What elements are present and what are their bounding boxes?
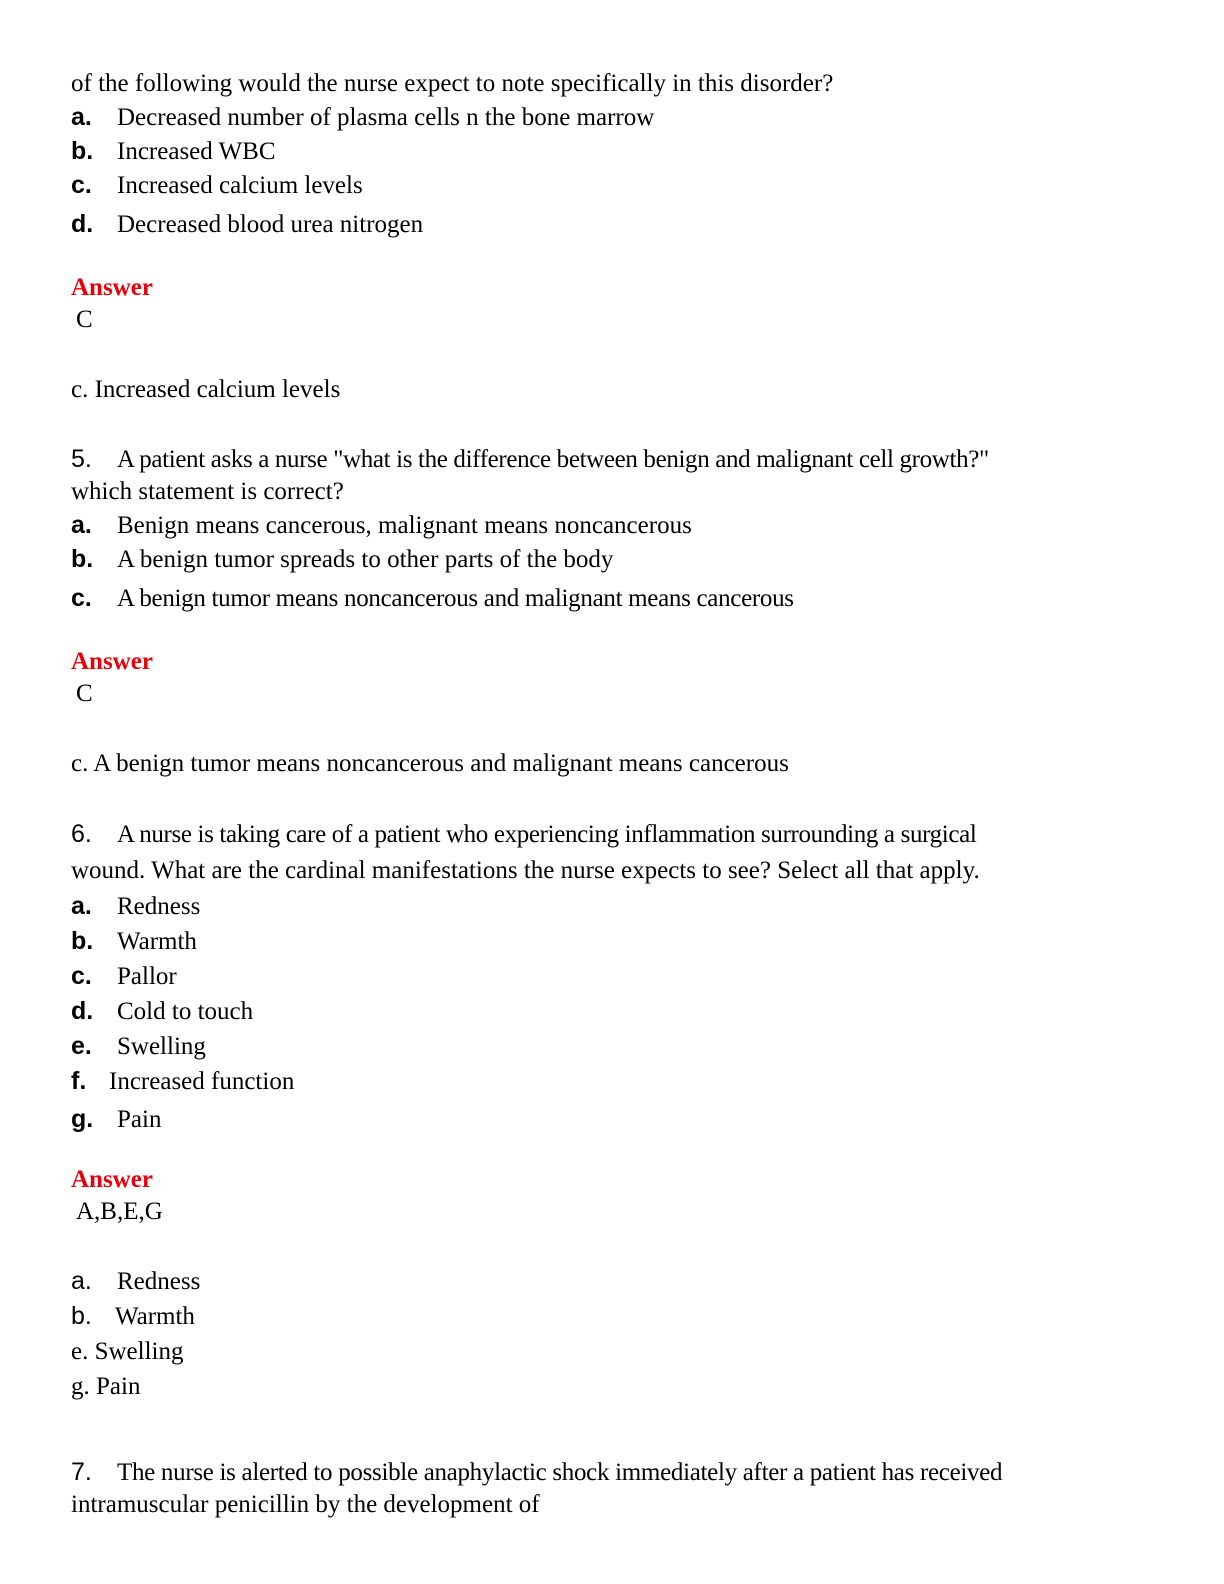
option-c: c. Increased calcium levels bbox=[71, 171, 363, 199]
option-a: a. Redness bbox=[71, 892, 201, 920]
option-c: c. Pallor bbox=[71, 962, 177, 990]
option-b: b. A benign tumor spreads to other parts of the body bbox=[71, 545, 614, 573]
answer-value: C bbox=[76, 306, 93, 333]
question-number: 7. bbox=[71, 1458, 92, 1486]
question-5-stem: 5. A patient asks a nurse "what is the difference between benign and malignant cell growth?" which statement is correct? bbox=[71, 445, 989, 505]
answer-value: A,B,E,G bbox=[76, 1198, 163, 1225]
option-b: b. Warmth bbox=[71, 927, 197, 955]
question-7 bbox=[71, 1456, 1161, 1521]
option-e: e. Swelling bbox=[71, 1032, 206, 1060]
question-6-stem: 6. A nurse is taking care of a patient who experiencing inflammation surrounding a surgical wound. What are the cardinal manifestations the nurse expects to see? Select all that apply. bbox=[71, 816, 1161, 889]
answer-explanation bbox=[71, 1264, 1161, 1404]
option-b: b. Increased WBC bbox=[71, 137, 276, 165]
answer-label: Answer bbox=[71, 274, 153, 301]
option-c: c. A benign tumor means noncancerous and malignant means cancerous bbox=[71, 584, 794, 612]
option-a: a. Benign means cancerous, malignant means noncancerous bbox=[71, 511, 692, 539]
option-g: g. Pain bbox=[71, 1105, 162, 1133]
question-6 bbox=[71, 816, 1161, 1404]
question-number: 6. bbox=[71, 820, 92, 848]
document-page bbox=[71, 68, 1161, 1521]
option-a: a. Decreased number of plasma cells n the bone marrow bbox=[71, 103, 655, 131]
question-5 bbox=[71, 443, 1161, 780]
question-number: 5. bbox=[71, 445, 92, 473]
question-7-stem: 7. The nurse is alerted to possible anaphylactic shock immediately after a patient has received intramuscular penicillin by the development of bbox=[71, 1458, 1003, 1518]
question-4-stem: of the following would the nurse expect to note specifically in this disorder? bbox=[71, 70, 834, 97]
answer-label: Answer bbox=[71, 1166, 153, 1193]
explanation-item: g. Pain bbox=[71, 1373, 141, 1400]
answer-explanation: c. Increased calcium levels bbox=[71, 376, 341, 403]
option-f: f. Increased function bbox=[71, 1067, 295, 1095]
answer-label: Answer bbox=[71, 648, 153, 675]
option-d: d. Cold to touch bbox=[71, 997, 254, 1025]
explanation-item: a. Redness bbox=[71, 1267, 201, 1295]
explanation-item: e. Swelling bbox=[71, 1338, 184, 1365]
answer-value: C bbox=[76, 680, 93, 707]
answer-explanation: c. A benign tumor means noncancerous and malignant means cancerous bbox=[71, 750, 789, 777]
option-d: d. Decreased blood urea nitrogen bbox=[71, 210, 424, 238]
explanation-item: b. Warmth bbox=[71, 1302, 195, 1330]
question-4 bbox=[71, 68, 1161, 406]
